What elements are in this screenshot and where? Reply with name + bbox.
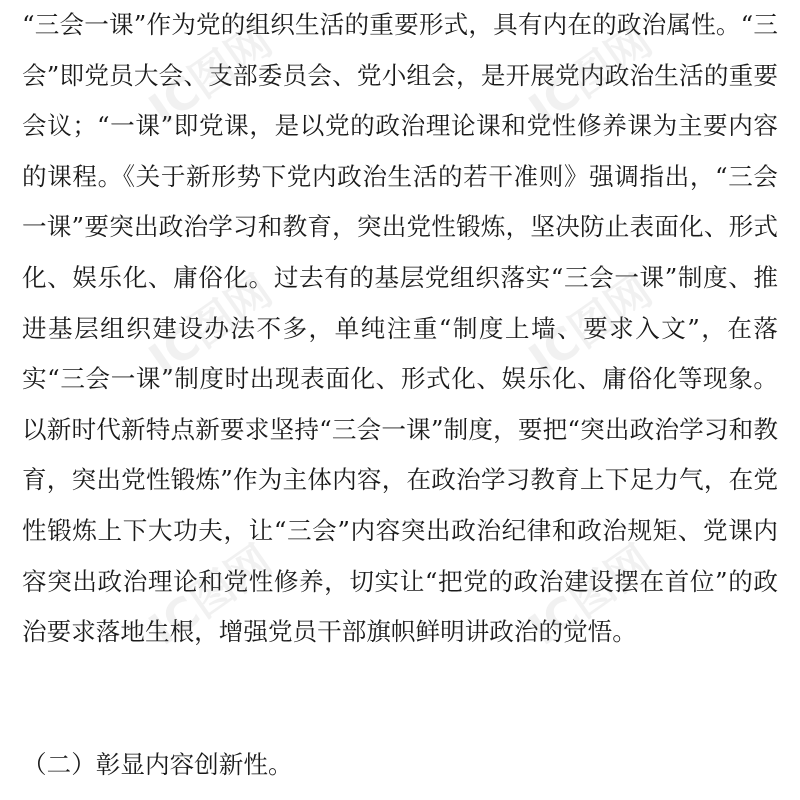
- body-paragraph: “三会一课”作为党的组织生活的重要形式，具有内在的政治属性。“三会”即党员大会、支部委员会、党小组会，是开展党内政治生活的重要会议；“一课”即党课，是以党的政治理论课和党性修养课为主要内容的课程。《关于新形势下党内政治生活的若干准则》强调指出，“三会一课”要突出政治学习和教育，突出党性锻炼，坚决防止表面化、形式化、娱乐化、庸俗化。过去有的基层党组织落实“三会一课”制度、推进基层组织建设办法不多，单纯注重“制度上墙、要求入文”，在落实“三会一课”制度时出现表面化、形式化、娱乐化、庸俗化等现象。以新时代新特点新要求坚持“三会一课”制度，要把“突出政治学习和教育，突出党性锻炼”作为主体内容，在政治学习教育上下足力气，在党性锻炼上下大功夫，让“三会”内容突出政治纪律和政治规矩、党课内容突出政治理论和党性修养，切实让“把党的政治建设摆在首位”的政治要求落地生根，增强党员干部旗帜鲜明讲政治的觉悟。: [22, 10, 778, 647]
- watermark-logo: IC图网: [140, 15, 282, 136]
- watermark-logo: IC图网: [140, 265, 282, 386]
- watermark-logo: IC图网: [520, 265, 662, 386]
- watermark-logo: IC图网: [520, 535, 662, 656]
- watermark-logo: IC图网: [140, 535, 282, 656]
- watermark-logo: IC图网: [520, 15, 662, 136]
- section-heading: （二）彰显内容创新性。: [22, 750, 293, 779]
